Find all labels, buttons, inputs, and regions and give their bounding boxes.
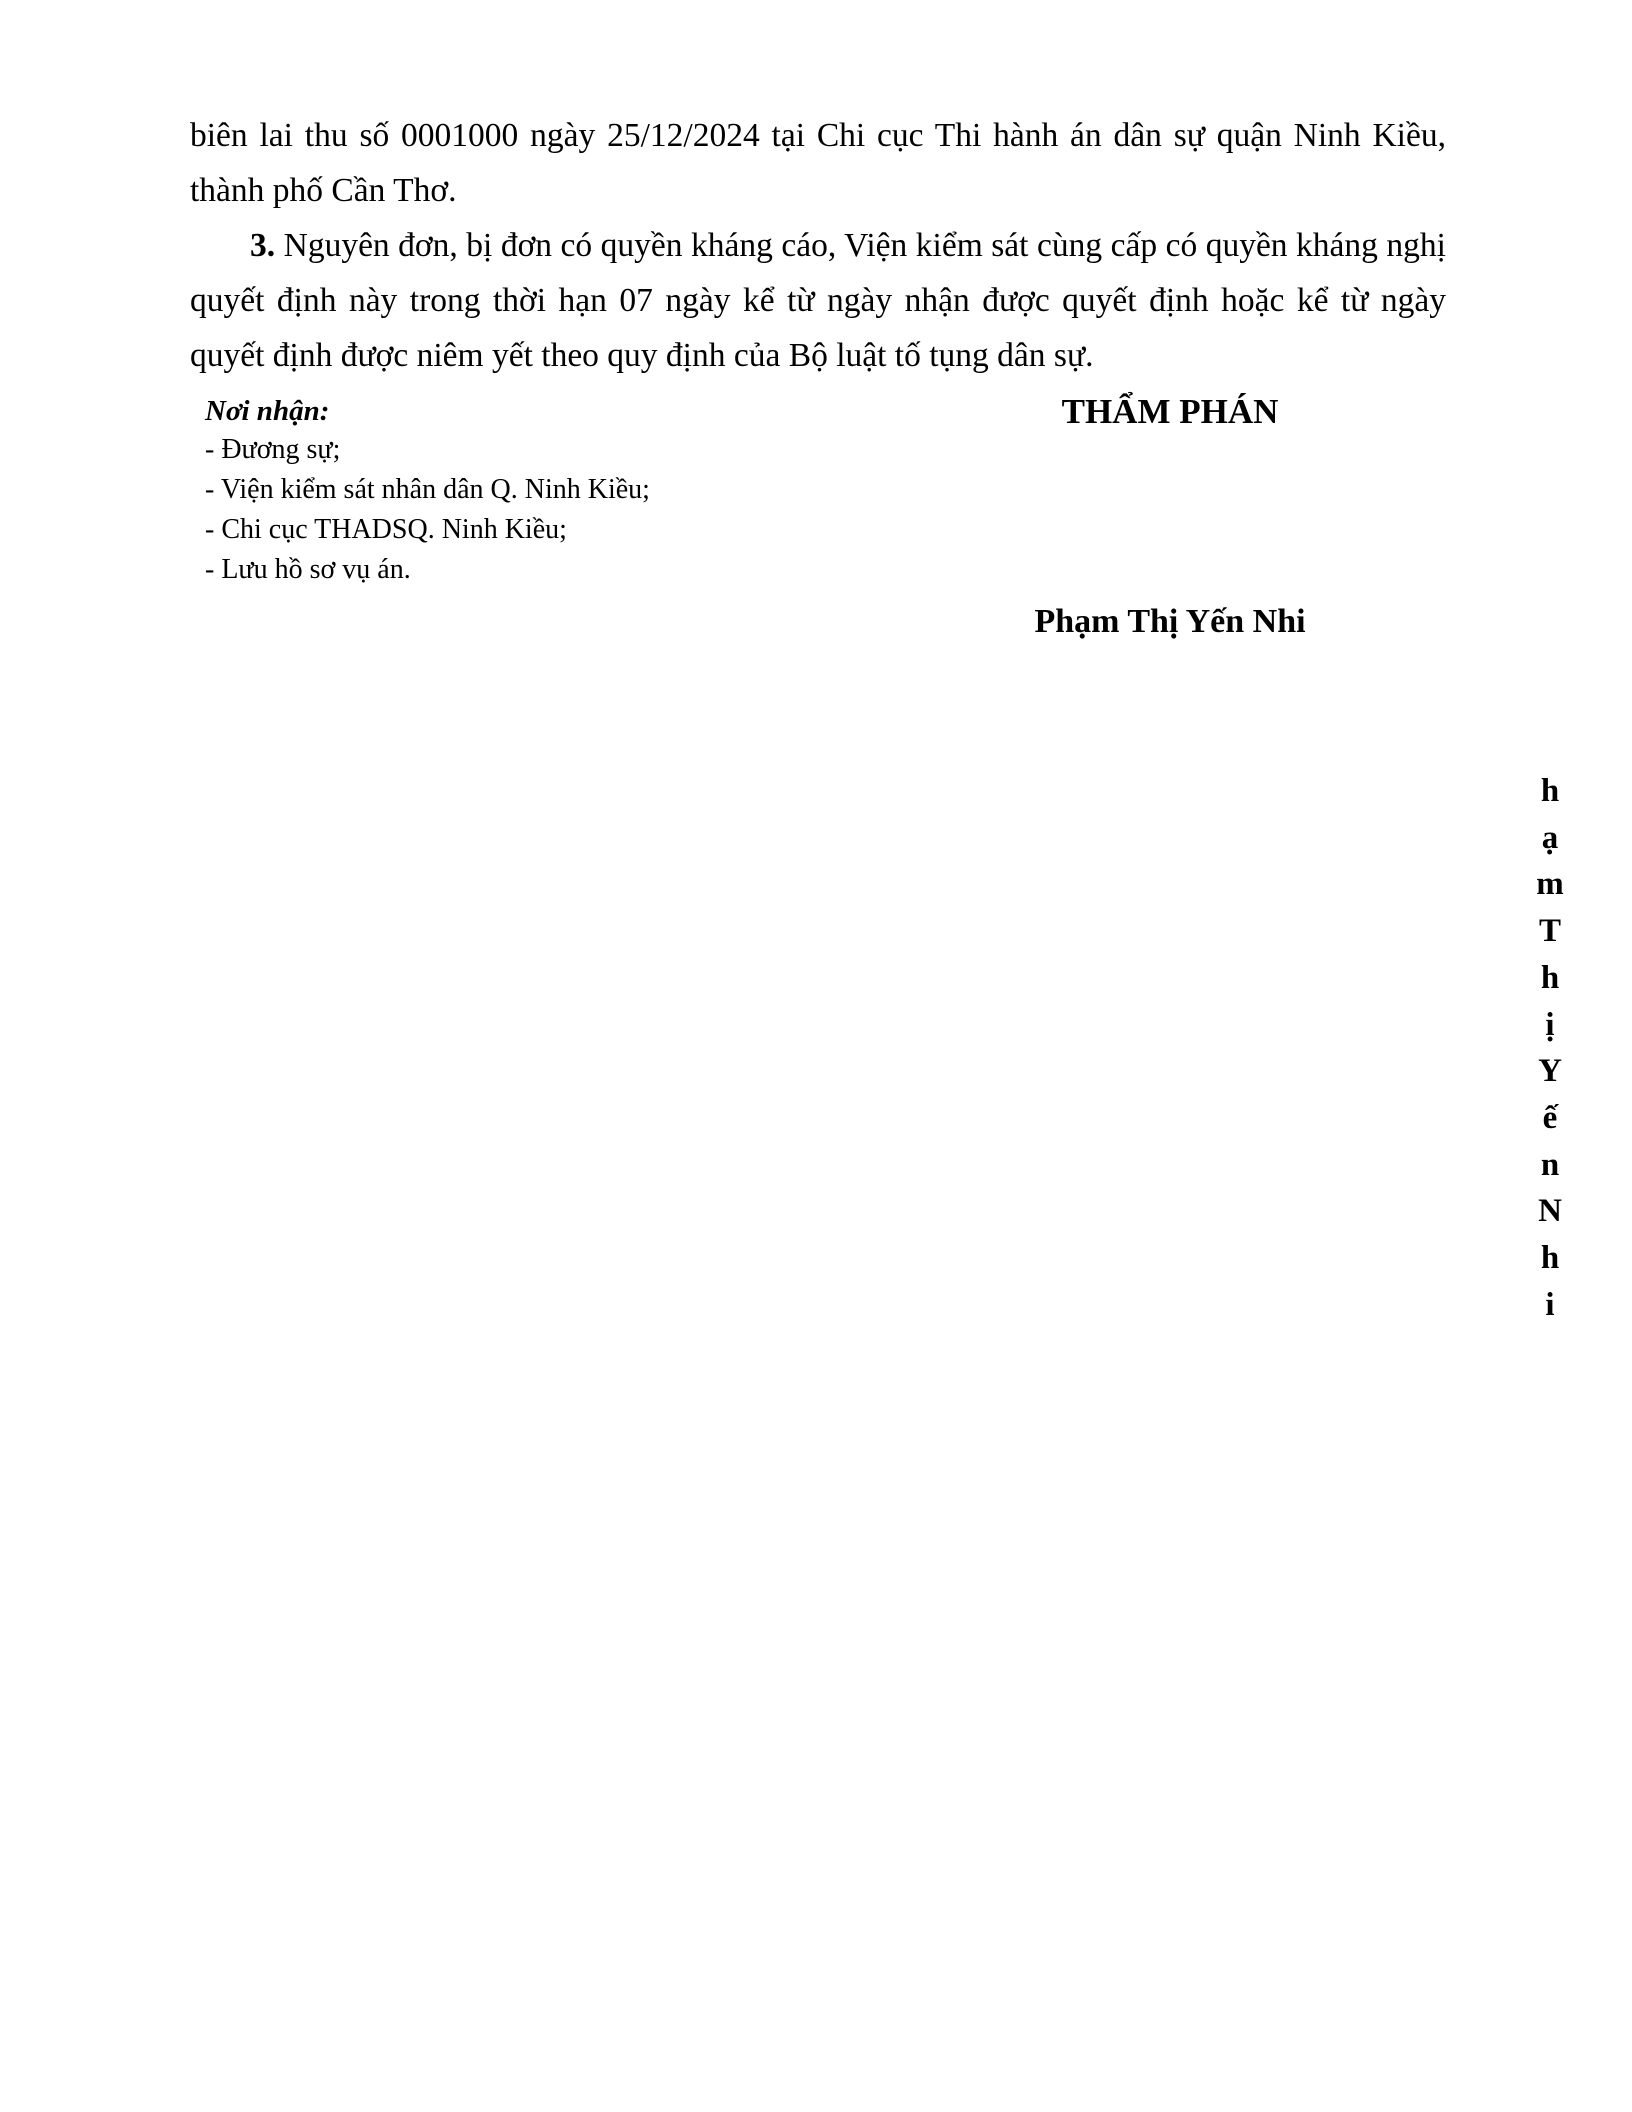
- judge-name: Phạm Thị Yến Nhi: [1034, 603, 1306, 640]
- vertical-char: h: [1540, 1240, 1560, 1277]
- vertical-char: n: [1540, 1146, 1560, 1183]
- recipients-heading: Nơi nhận:: [205, 395, 330, 427]
- paragraph-number: 3.: [250, 227, 276, 264]
- paragraph-appeal-rights: [190, 218, 1446, 383]
- vertical-char: m: [1536, 866, 1564, 903]
- vertical-char: ạ: [1541, 819, 1559, 856]
- vertical-char: ị: [1545, 1006, 1555, 1043]
- vertical-char: N: [1538, 1193, 1562, 1230]
- vertical-char: T: [1538, 913, 1561, 950]
- judge-title: THẨM PHÁN: [1061, 392, 1279, 431]
- paragraph-appeal-text: Nguyên đơn, bị đơn có quyền kháng cáo, Viện kiểm sát cùng cấp có quyền kháng nghị quyết định này trong thời hạn 07 ngày kể từ ngày nhận được quyết định hoặc kể từ ngày quyết định được niêm yết theo quy định của Bộ luật tố tụng dân sự.: [190, 227, 1446, 374]
- paragraph-receipt: biên lai thu số 0001000 ngày 25/12/2024 tại Chi cục Thi hành án dân sự quận Ninh Kiều, thành phố Cần Thơ.: [190, 117, 1446, 209]
- body-text: [190, 108, 1446, 383]
- recipient-item: - Viện kiểm sát nhân dân Q. Ninh Kiều;: [205, 474, 650, 505]
- recipient-item: - Đương sự;: [205, 434, 341, 465]
- recipient-item: - Lưu hồ sơ vụ án.: [205, 554, 411, 585]
- vertical-char: Y: [1538, 1053, 1562, 1090]
- recipient-item: - Chi cục THADSQ. Ninh Kiều;: [205, 514, 567, 545]
- vertical-signature-text: [1520, 768, 1580, 1328]
- vertical-char: h: [1540, 773, 1560, 809]
- recipients-block: [205, 394, 905, 590]
- vertical-char: h: [1540, 959, 1560, 996]
- vertical-char: i: [1545, 1286, 1555, 1323]
- recipients-list: [205, 430, 905, 590]
- vertical-char: ế: [1542, 1099, 1558, 1136]
